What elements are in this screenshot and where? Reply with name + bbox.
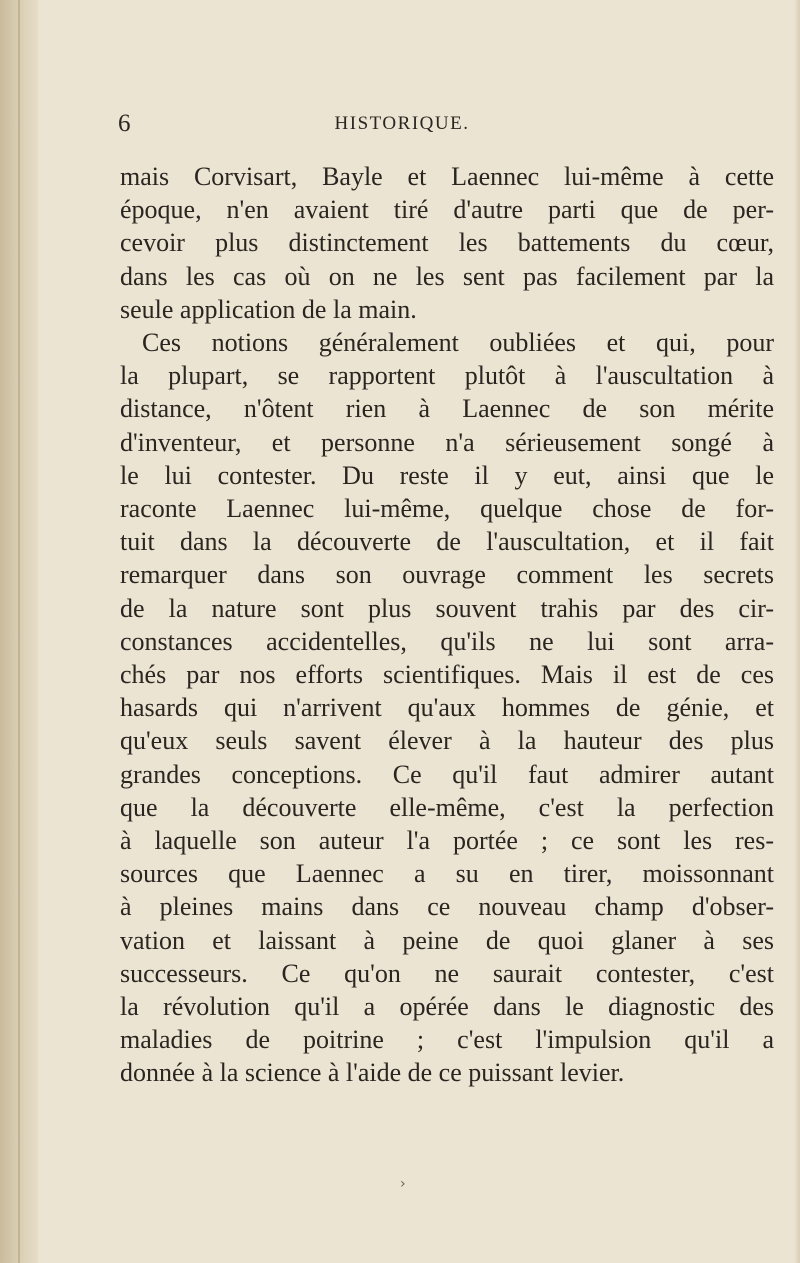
text-line: remarquer dans son ouvrage comment les secrets	[120, 560, 774, 590]
text-line: que la découverte elle-même, c'est la perfection	[120, 792, 774, 822]
text-line: sources que Laennec a su en tirer, moissonnant	[120, 859, 774, 889]
text-line: le lui contester. Du reste il y eut, ainsi que le	[120, 460, 774, 490]
text-line: de la nature sont plus souvent trahis par des cir-	[120, 593, 774, 623]
text-line: la révolution qu'il a opérée dans le diagnostic des	[120, 992, 774, 1022]
text-line: époque, n'en avaient tiré d'autre parti que de per-	[120, 195, 774, 225]
text-line: grandes conceptions. Ce qu'il faut admirer autant	[120, 759, 774, 789]
text-line: chés par nos efforts scientifiques. Mais il est de ces	[120, 660, 774, 690]
text-line: maladies de poitrine ; c'est l'impulsion qu'il a	[120, 1025, 774, 1055]
text-line: hasards qui n'arrivent qu'aux hommes de génie, et	[120, 693, 774, 723]
text-line: cevoir plus distinctement les battements du cœur,	[120, 228, 774, 258]
binding-line	[18, 0, 20, 1263]
text-line: la plupart, se rapportent plutôt à l'auscultation à	[120, 361, 774, 391]
text-line: donnée à la science à l'aide de ce puissant levier.	[120, 1058, 625, 1088]
text-line: qu'eux seuls savent élever à la hauteur des plus	[120, 726, 774, 756]
running-title: HISTORIQUE.	[334, 113, 470, 134]
text-line: successeurs. Ce qu'on ne saurait contester, c'est	[120, 958, 774, 988]
text-line: distance, n'ôtent rien à Laennec de son mérite	[120, 394, 774, 424]
text-line: vation et laissant à peine de quoi glaner à ses	[120, 925, 774, 955]
page-number: 6	[118, 110, 131, 137]
text-line: raconte Laennec lui-même, quelque chose de for-	[120, 494, 774, 524]
text-line: constances accidentelles, qu'ils ne lui sont arra-	[120, 626, 774, 656]
body-text	[120, 160, 774, 1090]
text-line: d'inventeur, et personne n'a sérieusement songé à	[120, 427, 774, 457]
text-line: Ces notions généralement oubliées et qui, pour	[142, 328, 774, 358]
page-header	[118, 112, 758, 136]
text-line: à pleines mains dans ce nouveau champ d'obser-	[120, 892, 774, 922]
text-line: à laquelle son auteur l'a portée ; ce sont les res-	[120, 826, 774, 856]
text-line: dans les cas où on ne les sent pas facilement par la	[120, 261, 774, 291]
ink-speck: ›	[400, 1176, 406, 1192]
text-line: seule application de la main.	[120, 294, 417, 324]
page-edge-shadow	[794, 0, 800, 1263]
text-line: mais Corvisart, Bayle et Laennec lui-même à cette	[120, 162, 774, 191]
text-line: tuit dans la découverte de l'auscultation, et il fait	[120, 527, 774, 557]
